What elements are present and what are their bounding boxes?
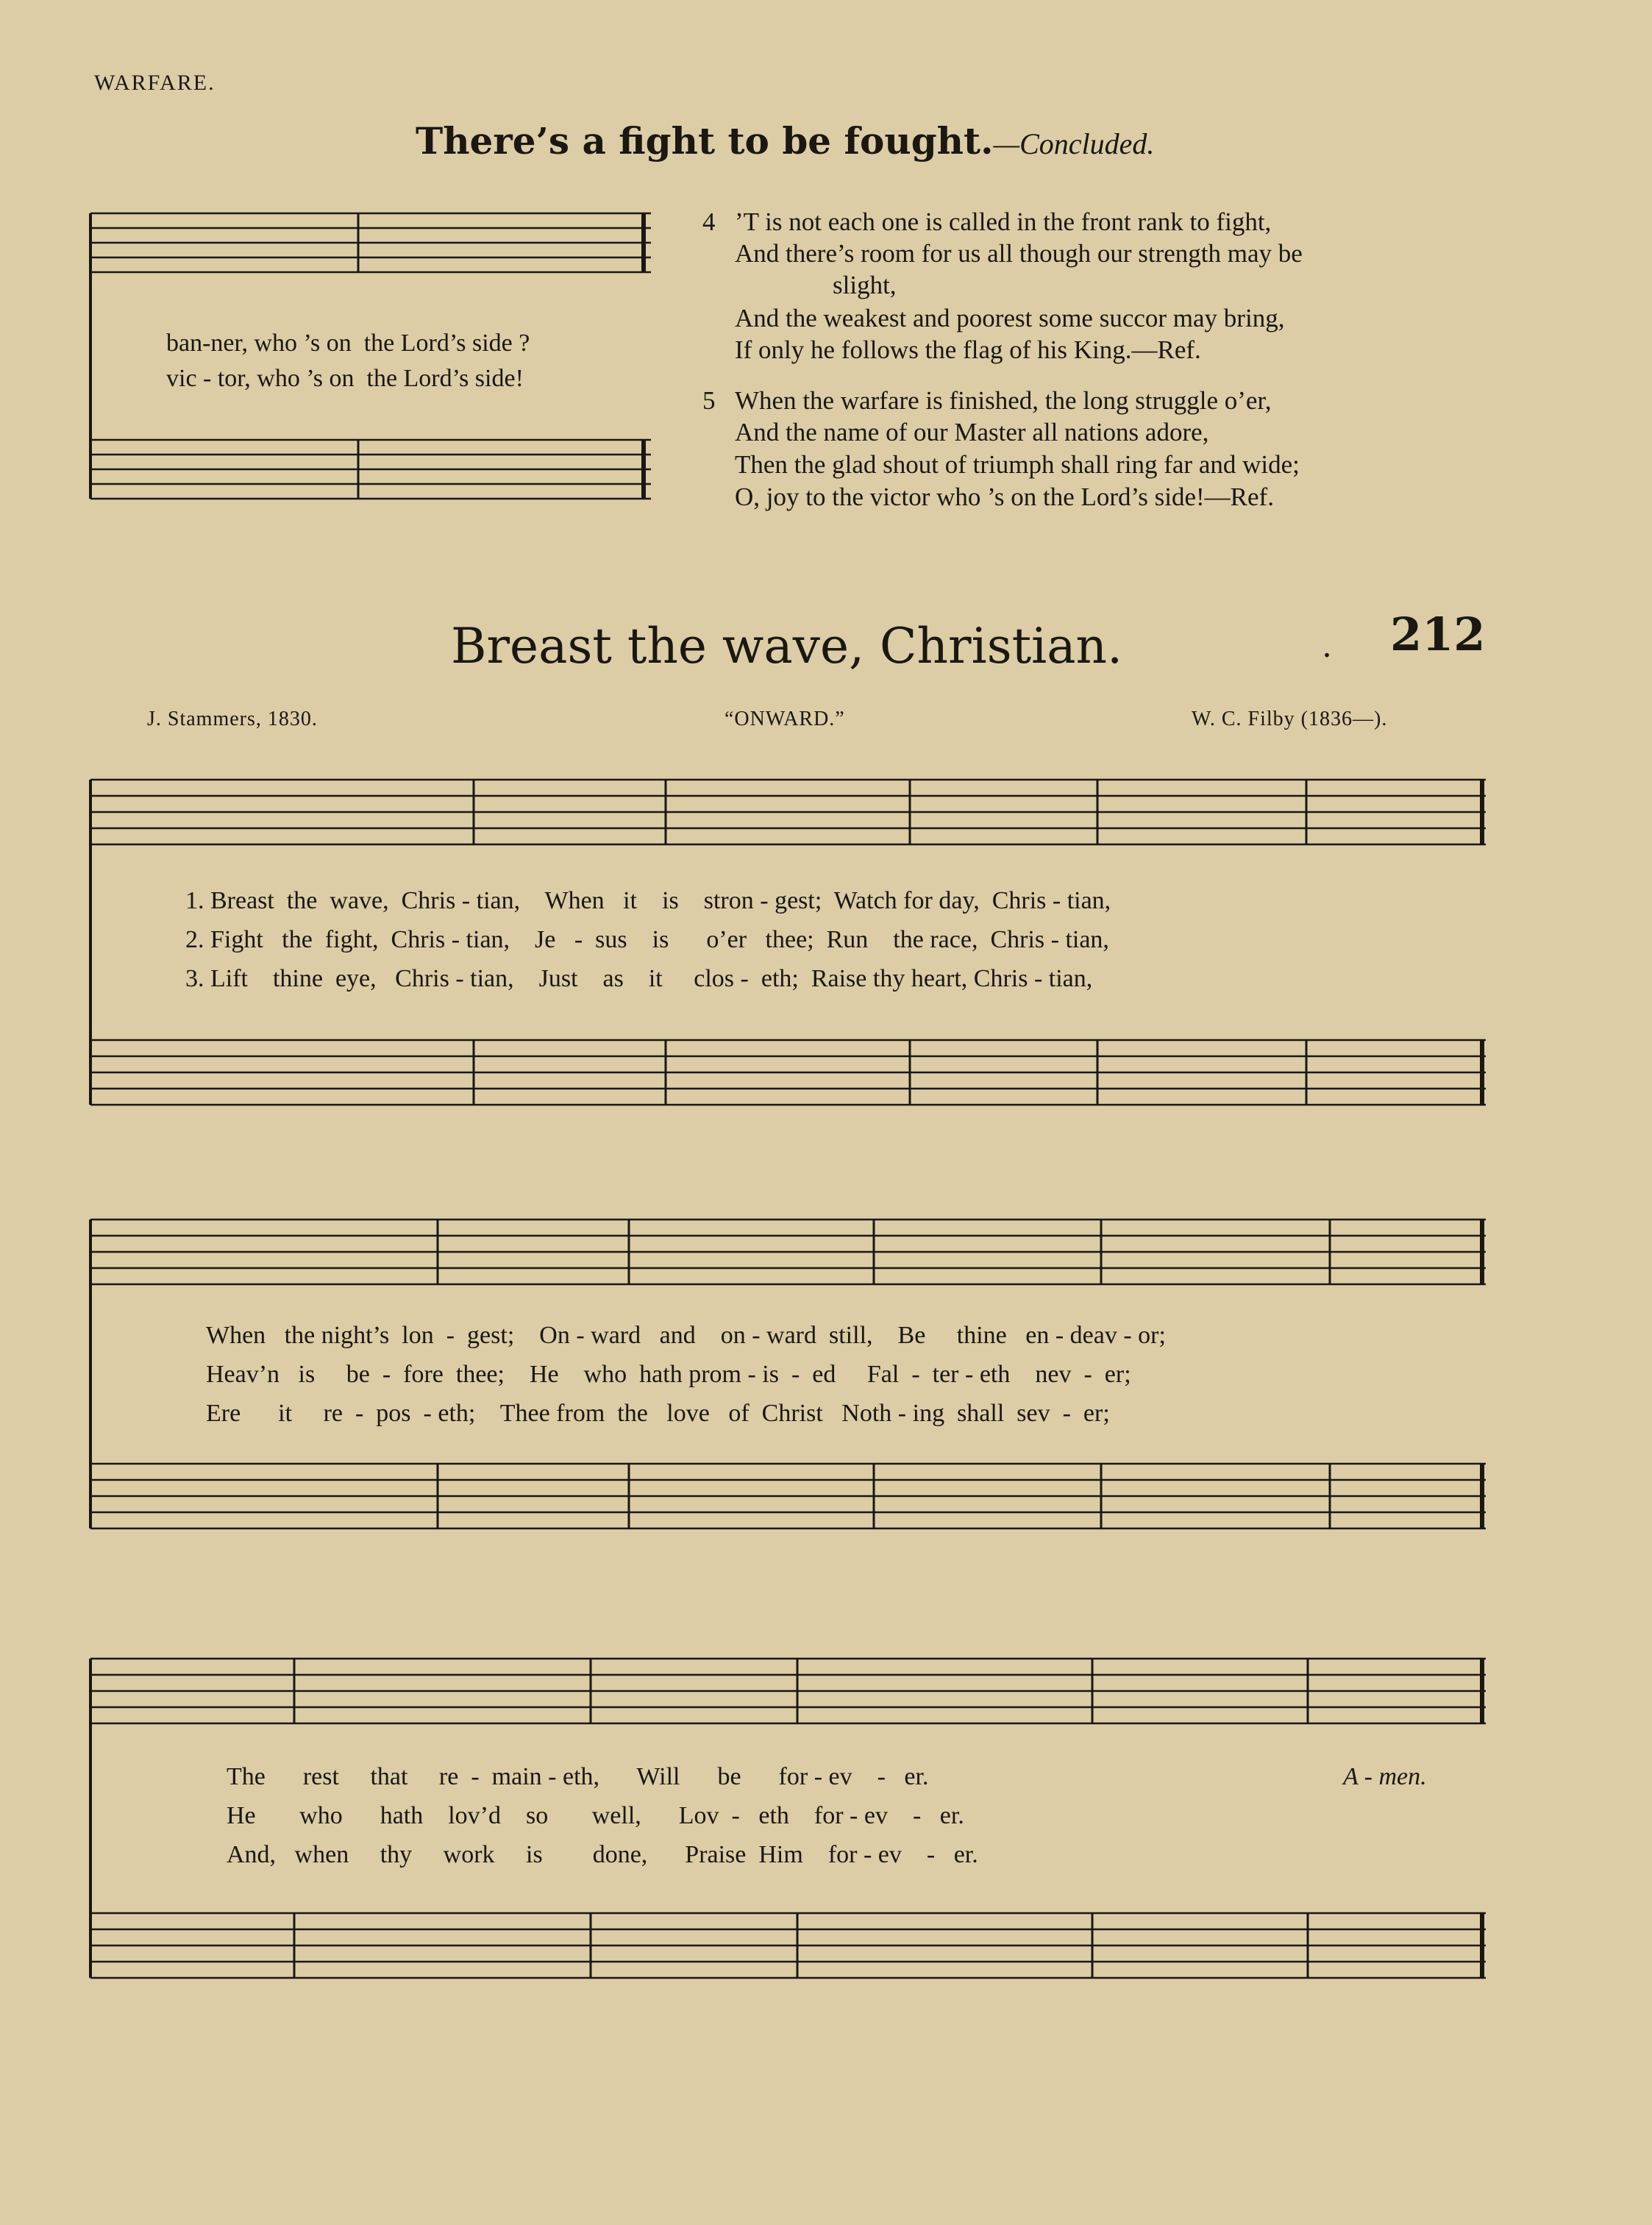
verse-line: Then the glad shout of triumph shall ring far and wide; [735, 450, 1300, 479]
verse-line: And there’s room for us all though our strength may be [735, 239, 1303, 268]
tune-name: “ONWARD.” [724, 708, 845, 730]
verse-line: O, joy to the victor who ’s on the Lord’s side!—Ref. [735, 483, 1274, 511]
system-1-bass-staff [90, 1040, 1486, 1105]
verse-number: 4 [702, 207, 716, 236]
system-3-bass-staff [90, 1913, 1486, 1978]
section-label: WARFARE. [94, 71, 216, 95]
system-1-treble-staff [90, 780, 1486, 844]
system-2-bass-staff [90, 1464, 1486, 1528]
system-2-verse-2: Heav’n is be - fore thee; He who hath prom - is - ed Fal - ter - eth nev - er; [206, 1361, 1131, 1388]
concluded-note: —Concluded. [993, 127, 1155, 160]
system-1-verse-3: 3. Lift thine eye, Chris - tian, Just as it clos - eth; Raise thy heart, Chris - tian, [185, 965, 1093, 992]
verse-line: And the weakest and poorest some succor may bring, [735, 304, 1285, 332]
author-credit: J. Stammers, 1830. [147, 708, 318, 730]
verse-number: 5 [702, 386, 716, 415]
verse-line: And the name of our Master all nations adore, [735, 418, 1209, 446]
system-2-verse-3: Ere it re - pos - eth; Thee from the love of Christ Noth - ing shall sev - er; [206, 1400, 1110, 1427]
system-3-treble-staff [90, 1659, 1486, 1723]
system-2-treble-staff [90, 1220, 1486, 1284]
hymn-title: Breast the wave, Christian. [451, 618, 1123, 674]
system-1-verse-2: 2. Fight the fight, Chris - tian, Je - sus is o’er thee; Run the race, Chris - tian, [185, 926, 1109, 953]
verse-line: When the warfare is finished, the long struggle o’er, [735, 386, 1272, 415]
previous-lyric-line-2: vic - tor, who ’s on the Lord’s side! [166, 365, 524, 392]
system-1-verse-1: 1. Breast the wave, Chris - tian, When it is stron - gest; Watch for day, Chris - tian, [185, 887, 1111, 914]
system-3-verse-2: He who hath lov’d so well, Lov - eth for - ev - er. [227, 1802, 964, 1829]
previous-lyric-line-1: ban-ner, who ’s on the Lord’s side ? [166, 330, 530, 357]
system-3-verse-1: The rest that re - main - eth, Will be for - ev - er. [227, 1763, 929, 1790]
composer-credit: W. C. Filby (1836—). [1192, 708, 1388, 730]
system-3-verse-3: And, when thy work is done, Praise Him for - ev - er. [227, 1841, 978, 1868]
verse-line: slight, [833, 271, 897, 299]
previous-hymn-title-text: There’s a fight to be fought. [416, 119, 994, 163]
verse-line: If only he follows the flag of his King.—Ref. [735, 335, 1201, 364]
hymn-number: 212 [1390, 608, 1486, 661]
verse-line: ’T is not each one is called in the front rank to fight, [735, 207, 1272, 236]
system-2-verse-1: When the night’s lon - gest; On - ward and on - ward still, Be thine en - deav - or; [206, 1322, 1166, 1349]
amen-text: A - men. [1343, 1763, 1427, 1790]
title-dot: . [1322, 626, 1331, 665]
